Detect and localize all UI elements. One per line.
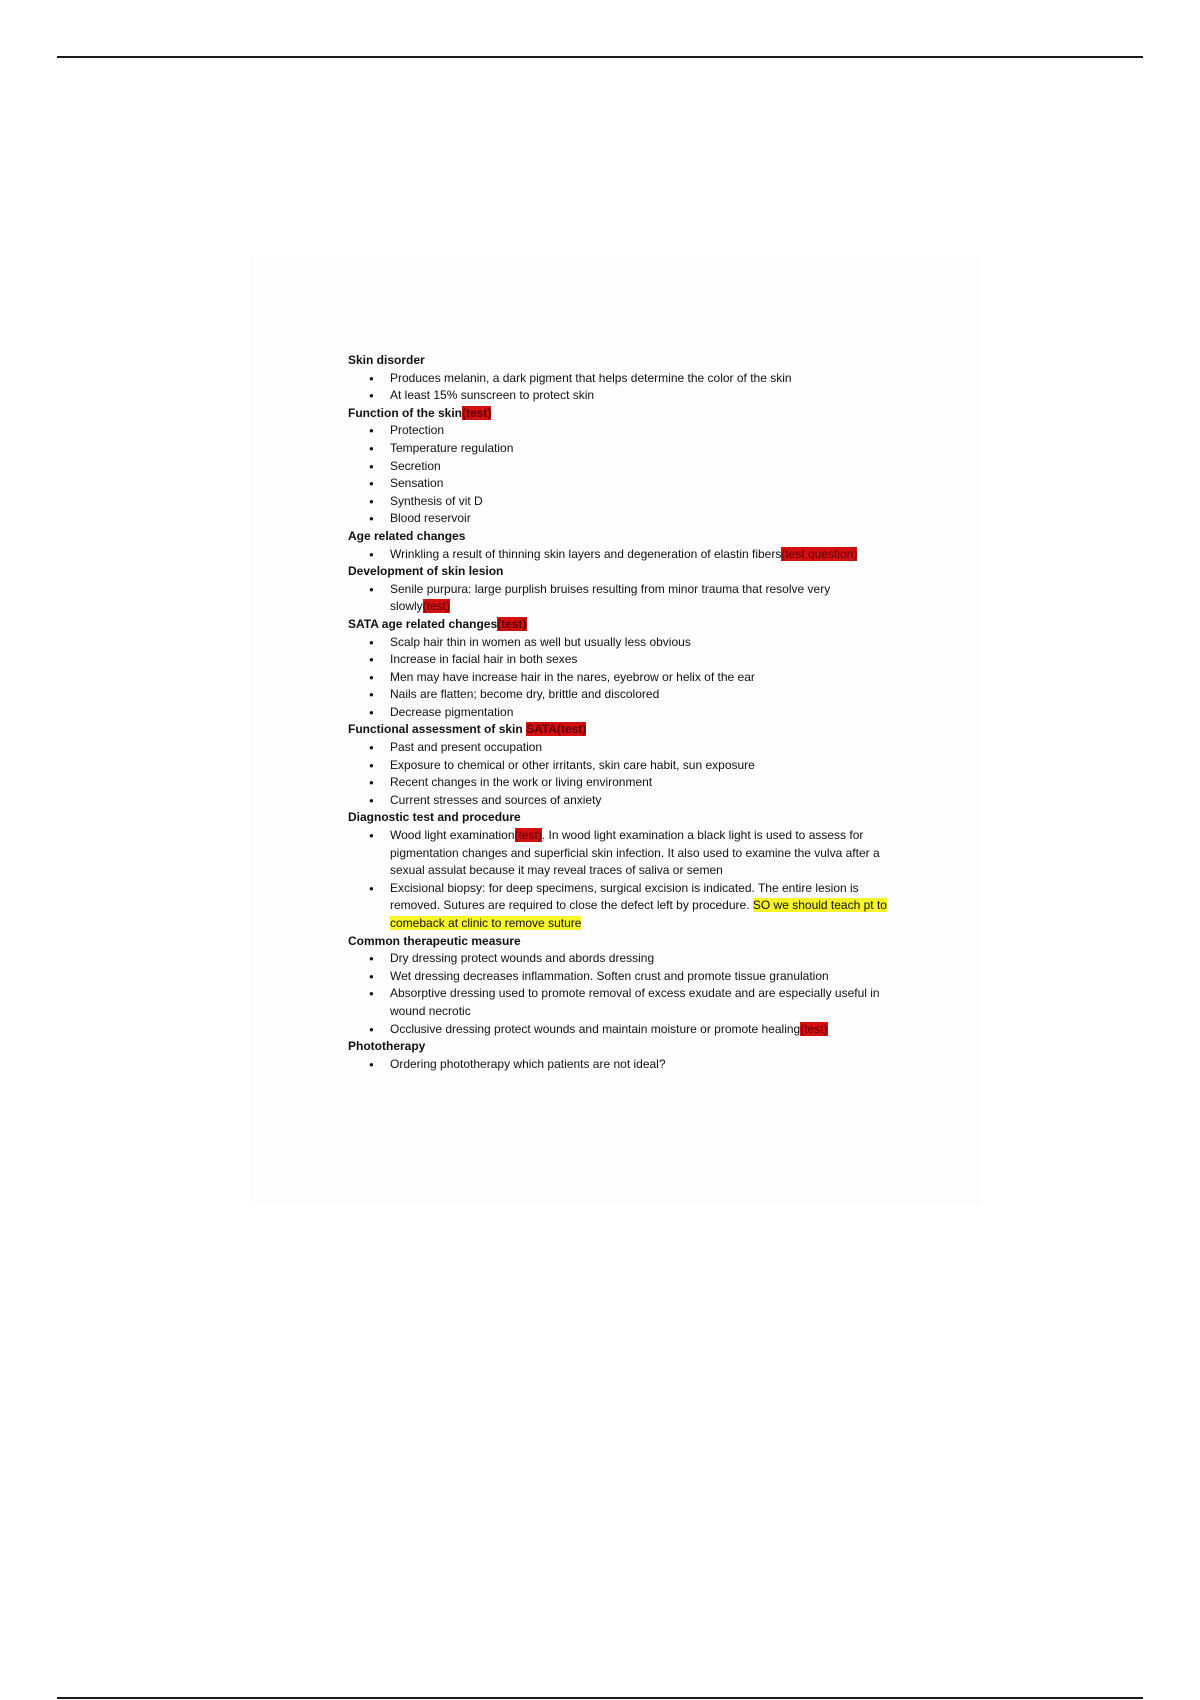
test-tag: (test)	[422, 599, 451, 614]
list-item: ● Wet dressing decreases inflammation. Soften crust and promote tissue granulation	[390, 968, 893, 986]
list-item: ● Occlusive dressing protect wounds and maintain moisture or promote healing(test)	[390, 1021, 893, 1039]
bullet-list	[348, 950, 893, 1038]
list-item: ● Sensation	[390, 475, 893, 493]
list-item: ● Increase in facial hair in both sexes	[390, 651, 893, 669]
bullet-list	[348, 1056, 893, 1074]
list-item: ● Decrease pigmentation	[390, 704, 893, 722]
section-heading: Development of skin lesion	[348, 564, 504, 579]
section	[348, 405, 893, 528]
section-heading: Phototherapy	[348, 1039, 426, 1054]
bullet-list	[348, 827, 893, 933]
section	[348, 616, 893, 722]
highlighted-note: SO we should teach pt to comeback at clinic to remove suture	[390, 898, 887, 930]
list-item: ● Ordering phototherapy which patients are not ideal?	[390, 1056, 893, 1074]
section	[348, 352, 893, 405]
list-item: ● Scalp hair thin in women as well but usually less obvious	[390, 634, 893, 652]
section	[348, 933, 893, 1039]
list-item: ● Dry dressing protect wounds and abords dressing	[390, 950, 893, 968]
section	[348, 1038, 893, 1073]
bullet-list	[348, 422, 893, 528]
notes-content	[348, 352, 893, 1073]
section-heading: Skin disorder	[348, 353, 425, 367]
section	[348, 809, 893, 932]
section-heading: Age related changes	[348, 528, 466, 543]
section-heading: Functional assessment of skin SATA(test)	[348, 722, 587, 737]
section	[348, 563, 893, 616]
top-rule	[57, 56, 1143, 58]
test-tag: (test)	[462, 405, 492, 420]
bottom-rule	[57, 1697, 1143, 1699]
list-item: ● Blood reservoir	[390, 510, 893, 528]
list-item: ● Protection	[390, 422, 893, 440]
bullet-list	[348, 739, 893, 809]
list-item: ● Nails are flatten; become dry, brittle and discolored	[390, 686, 893, 704]
list-item: ● Excisional biopsy: for deep specimens, surgical excision is indicated. The entire lesion is removed. Sutures are required to close the defect left by procedure. SO we should teach pt to comeback at clinic to remove suture	[390, 880, 893, 933]
list-item: ● Absorptive dressing used to promote removal of excess exudate and are especially useful in wound necrotic	[390, 985, 893, 1020]
test-tag: (test)	[514, 828, 542, 843]
list-item: ● Current stresses and sources of anxiety	[390, 792, 893, 810]
bullet-list	[348, 581, 893, 616]
list-item: ● Temperature regulation	[390, 440, 893, 458]
list-item: ● Synthesis of vit D	[390, 493, 893, 511]
list-item: ● Wood light examination(test). In wood light examination a black light is used to assess for pigmentation changes and superficial skin infection. It also used to examine the vulva after a sexual assulat because it may reveal traces of saliva or semen	[390, 827, 893, 880]
list-item: ● Senile purpura: large purplish bruises resulting from minor trauma that resolve very slowly(test)	[390, 581, 893, 616]
section-heading: Function of the skin(test)	[348, 405, 492, 420]
section-heading: Diagnostic test and procedure	[348, 810, 521, 825]
list-item: ● Recent changes in the work or living environment	[390, 774, 893, 792]
list-item: ● Men may have increase hair in the nares, eyebrow or helix of the ear	[390, 669, 893, 687]
list-item: ● Exposure to chemical or other irritants, skin care habit, sun exposure	[390, 757, 893, 775]
list-item: ● Past and present occupation	[390, 739, 893, 757]
test-tag: (test question)	[781, 546, 858, 561]
bullet-list	[348, 634, 893, 722]
bullet-list	[348, 370, 893, 405]
list-item: ● At least 15% sunscreen to protect skin	[390, 387, 893, 405]
list-item: ● Secretion	[390, 458, 893, 476]
bullet-list	[348, 546, 893, 564]
test-tag: (test)	[497, 616, 527, 631]
list-item: ● Wrinkling a result of thinning skin layers and degeneration of elastin fibers(test question)	[390, 546, 893, 564]
section	[348, 528, 893, 563]
test-tag: SATA(test)	[526, 722, 587, 737]
section-heading: SATA age related changes(test)	[348, 616, 527, 631]
section	[348, 721, 893, 809]
list-item: ● Produces melanin, a dark pigment that helps determine the color of the skin	[390, 370, 893, 388]
section-heading: Common therapeutic measure	[348, 933, 521, 948]
test-tag: (test)	[800, 1021, 828, 1036]
